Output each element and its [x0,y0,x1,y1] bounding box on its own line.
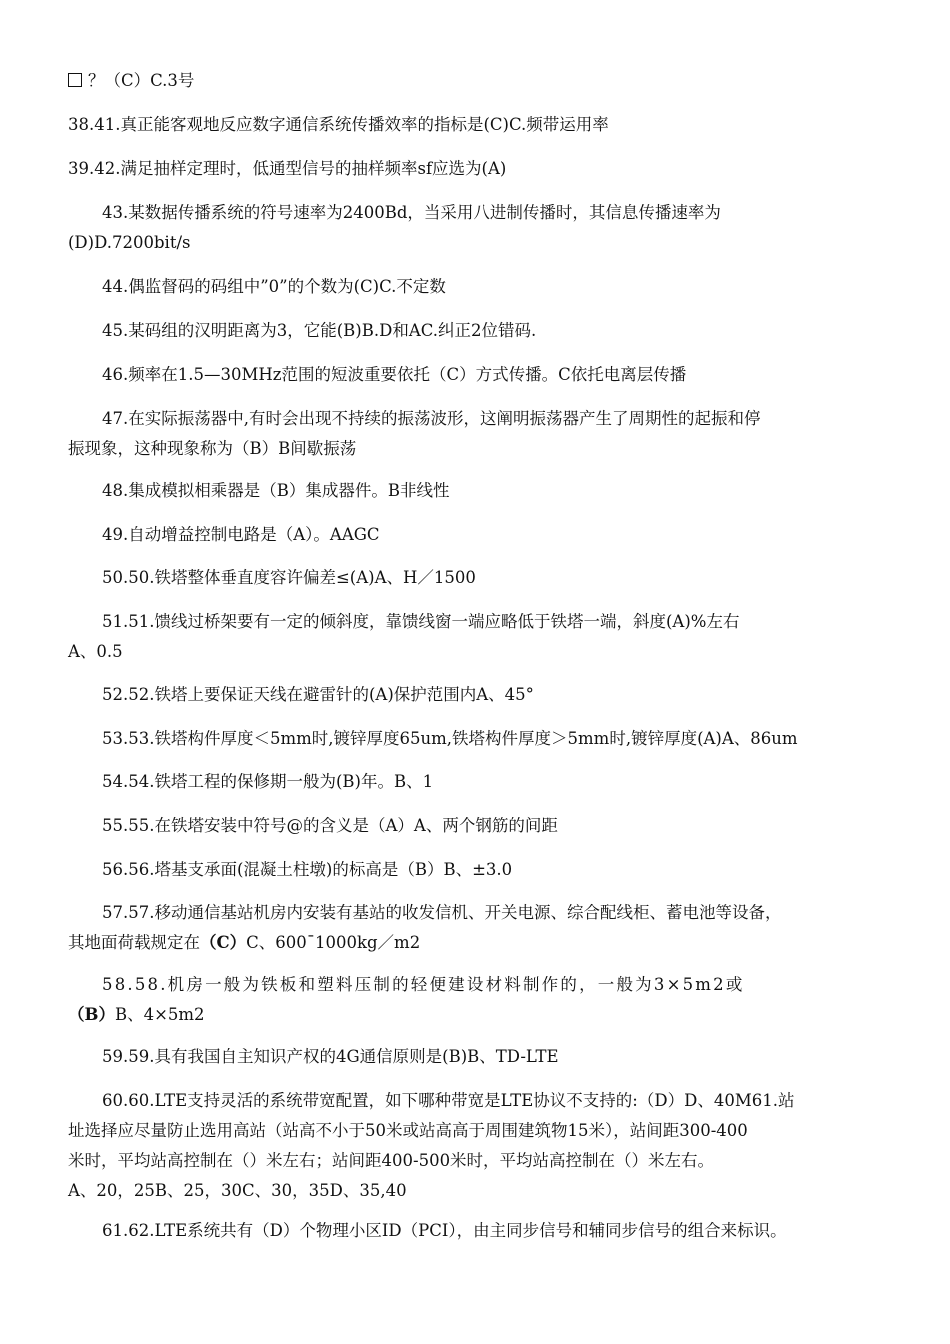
text: 52.52.铁塔上要保证天线在避雷针的(A)保护范围内A、45° [102,685,534,704]
text: C、600¯1000kg／m2 [246,933,421,952]
text: 51.51.馈线过桥架要有一定的倾斜度，靠馈线窗一端应略低于铁塔一端，斜度(A)%左右 [102,612,740,631]
text: 45.某码组的汉明距离为3，它能(B)B.D和AC.纠正2位错码. [102,321,537,340]
text: 60.60.LTE支持灵活的系统带宽配置，如下哪种带宽是LTE协议不支持的:（D）D、40M61.站 [102,1091,795,1110]
text: 49.自动增益控制电路是（A）。AAGC [102,525,380,544]
text: 57.57.移动通信基站机房内安装有基站的收发信机、开关电源、综合配线柜、蓄电池等设备， [102,903,782,922]
text: (D)D.7200bit/s [68,233,191,252]
item-43 [68,198,884,258]
item-47 [68,404,884,464]
line-0 [68,66,884,96]
item-39 [68,154,884,184]
item-46 [68,360,884,390]
item-50 [68,563,884,593]
item-57-line-2 [68,928,884,958]
text: B、4×5m2 [114,1005,205,1024]
item-59 [68,1042,884,1072]
answer-bold: （C） [200,933,247,952]
text: 43.某数据传播系统的符号速率为2400Bd，当采用八进制传播时，其信息传播速率为 [102,203,721,222]
item-51 [68,607,884,667]
text: 米时，平均站高控制在（）米左右；站间距400-500米时，平均站高控制在（）米左右。 [68,1151,715,1170]
item-49 [68,520,884,550]
text: 54.54.铁塔工程的保修期一般为(B)年。B、1 [102,772,434,791]
item-38 [68,110,884,140]
text: 址选择应尽量防止选用高站（站高不小于50米或站高高于周围建筑物15米），站间距300-400 [68,1121,748,1140]
item-52 [68,680,884,710]
text: 46.频率在1.5—30MHz范围的短波重要依托（C）方式传播。C依托电离层传播 [102,365,687,384]
text: 61.62.LTE系统共有（D）个物理小区ID（PCI），由主同步信号和辅同步信号的组合来标识。 [102,1221,787,1240]
item-44 [68,272,884,302]
item-53 [68,724,884,754]
text: 53.53.铁塔构件厚度＜5mm时,镀锌厚度65um,铁塔构件厚度＞5mm时,镀锌厚度(A)A、86um [102,729,798,748]
text: 48.集成模拟相乘器是（B）集成器件。B非线性 [102,481,450,500]
text: 其地面荷载规定在 [68,933,200,952]
text: 47.在实际振荡器中,有时会出现不持续的振荡波形，这阐明振荡器产生了周期性的起振和停 [102,409,761,428]
item-48 [68,476,884,506]
text: 39.42.满足抽样定理时，低通型信号的抽样频率sf应选为(A) [68,159,507,178]
text: ？（C）C.3号 [88,71,195,90]
text: 44.偶监督码的码组中”0”的个数为(C)C.不定数 [102,277,446,296]
text: 59.59.具有我国自主知识产权的4G通信原则是(B)B、TD-LTE [102,1047,559,1066]
text: 振现象，这种现象称为（B）B间歇振荡 [68,439,357,458]
item-56 [68,855,884,885]
item-45 [68,316,884,346]
item-55 [68,811,884,841]
text: A、20，25B、25，30C、30，35D、35,40 [68,1181,407,1200]
item-61 [68,1216,884,1246]
text: 56.56.塔基支承面(混凝土柱墩)的标高是（B）B、±3.0 [102,860,513,879]
item-54 [68,767,884,797]
item-57 [68,898,884,958]
item-58-line-2 [68,1000,884,1030]
answer-bold: （B） [68,1005,115,1024]
item-60 [68,1086,884,1206]
item-58 [68,970,884,1030]
text: 58.58.机房一般为铁板和塑料压制的轻便建设材料制作的，一般为3×5m2或 [102,975,745,994]
text: 50.50.铁塔整体垂直度容许偏差≤(A)A、H／1500 [102,568,476,587]
checkbox-icon [68,73,82,87]
text: 38.41.真正能客观地反应数字通信系统传播效率的指标是(C)C.频带运用率 [68,115,609,134]
text: A、0.5 [68,642,123,661]
text: 55.55.在铁塔安装中符号@的含义是（A）A、两个钢筋的间距 [102,816,558,835]
